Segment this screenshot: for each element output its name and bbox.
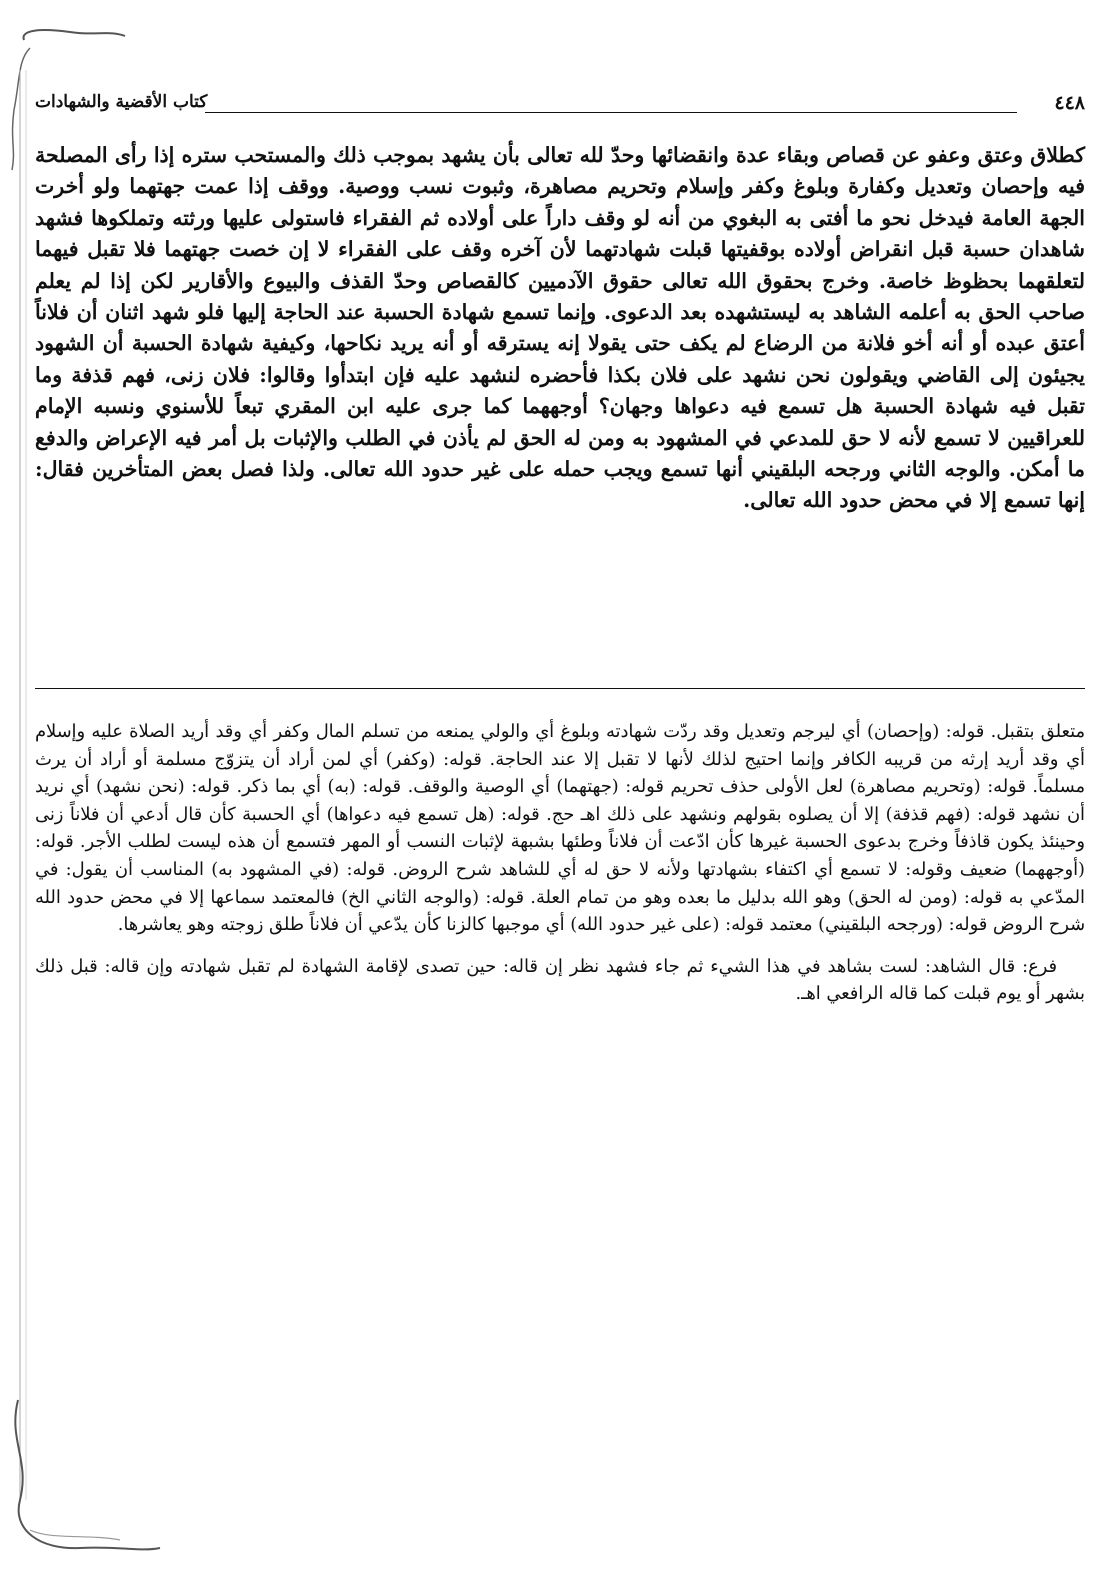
main-text-body [35, 140, 1085, 517]
header-rule [205, 112, 1017, 113]
page-header [35, 90, 1085, 126]
footnote-commentary: متعلق بتقبل. قوله: (وإحصان) أي ليرجم وتعديل وقد ردّت شهادته وبلوغ أي والولي يمنعه من تسلم المال وكفر أي وقد أريد الصلاة عليه وإسلام أي وقد أريد إرثه من قريبه الكافر وإنما احتيج لذلك لأنها لا تقبل إلا عند الحاجة. قوله: (وكفر) أي لمن أراد أن يتزوّج مسلمة أو أراد أن يرث مسلماً. قوله: (وتحريم مصاهرة) لعل الأولى حذف تحريم قوله: (جهتهما) أي الوصية والوقف. قوله: (به) أي بما ذكر. قوله: (نحن نشهد) أي نريد أن نشهد قوله: (فهم قذفة) إلا أن يصلوه بقولهم ونشهد على ذلك اهـ حج. قوله: (هل تسمع فيه دعواها) أي الحسبة كأن قال أدعي أن فلاناً زنى وحينئذ يكون قاذفاً وخرج بدعوى الحسبة غيرها كأن ادّعت أن فلاناً وطئها بشبهة لإثبات النسب أو المهر فتسمع أن هذه ليست لطلب الأجر. قوله: (أوجههما) ضعيف وقوله: لا تسمع أي اكتفاء بشهادتها ولأنه لا حق له أي للشاهد شرح الروض. قوله: (في المشهود به) المناسب أن يقول: في المدّعي به قوله: (ومن له الحق) وهو الله بدليل ما بعده وهو من تمام العلة. قوله: (والوجه الثاني الخ) فالمعتمد سماعها إلا في محض حدود الله شرح الروض قوله: (ورجحه البلقيني) معتمد قوله: (على غير حدود الله) أي موجبها كالزنا كأن يدّعي أن فلاناً طلق زوجته وهو يعاشرها. [35, 721, 1085, 936]
footnote-separator [35, 688, 1085, 689]
page-number: ٤٤٨ [1054, 92, 1085, 114]
main-paragraph: كطلاق وعتق وعفو عن قصاص وبقاء عدة وانقضائها وحدّ لله تعالى بأن يشهد بموجب ذلك والمستحب ستره إذا رأى المصلحة فيه وإحصان وتعديل وكفارة وبلوغ وكفر وإسلام وتحريم مصاهرة، وثبوت نسب ووصية. ووقف إذا عمت جهتهما ولو أخرت الجهة العامة فيدخل نحو ما أفتى به البغوي من أنه لو وقف داراً على أولاده ثم الفقراء فاستولى عليها ورثته وتملكوها فشهد شاهدان حسبة قبل انقراض أولاده بوقفيتها قبلت شهادتهما لأن آخره وقف على الفقراء لا إن خصت جهتهما فلا تقبل فيهما لتعلقهما بحظوظ خاصة. وخرج بحقوق الله تعالى حقوق الآدميين كالقصاص وحدّ القذف والبيوع والأقارير لكن إذا لم يعلم صاحب الحق به أعلمه الشاهد به ليستشهده بعد الدعوى. وإنما تسمع شهادة الحسبة عند الحاجة إليها فلو شهد اثنان أن فلاناً أعتق عبده أو أنه أخو فلانة من الرضاع لم يكف حتى يقولا إنه يسترقه أو أنه يريد نكاحها، وكيفية شهادة الحسبة أن الشهود يجيئون إلى القاضي ويقولون نحن نشهد على فلان بكذا فأحضره لنشهد عليه فإن ابتدأوا وقالوا: فلان زنى، فهم قذفة وما تقبل فيه شهادة الحسبة هل تسمع فيه دعواها وجهان؟ أوجههما كما جرى عليه ابن المقري تبعاً للأسنوي ونسبه الإمام للعراقيين لا تسمع لأنه لا حق للمدعي في المشهود به ومن له الحق لم يأذن في الطلب والإثبات بل أمر فيه الإعراض والدفع ما أمكن. والوجه الثاني ورجحه البلقيني أنها تسمع ويجب حمله على غير حدود الله تعالى. ولذا فصل بعض المتأخرين فقال: إنها تسمع إلا في محض حدود الله تعالى. [35, 143, 1085, 513]
running-title: كتاب الأقضية والشهادات [35, 92, 208, 112]
footnotes-section [35, 718, 1085, 1008]
footnote-far: فرع: قال الشاهد: لست بشاهد في هذا الشيء ثم جاء فشهد نظر إن قاله: حين تصدى لإقامة الشهادة لم تقبل شهادته وإن قاله: قبل ذلك بشهر أو يوم قبلت كما قاله الرافعي اهـ. [35, 955, 1085, 1005]
